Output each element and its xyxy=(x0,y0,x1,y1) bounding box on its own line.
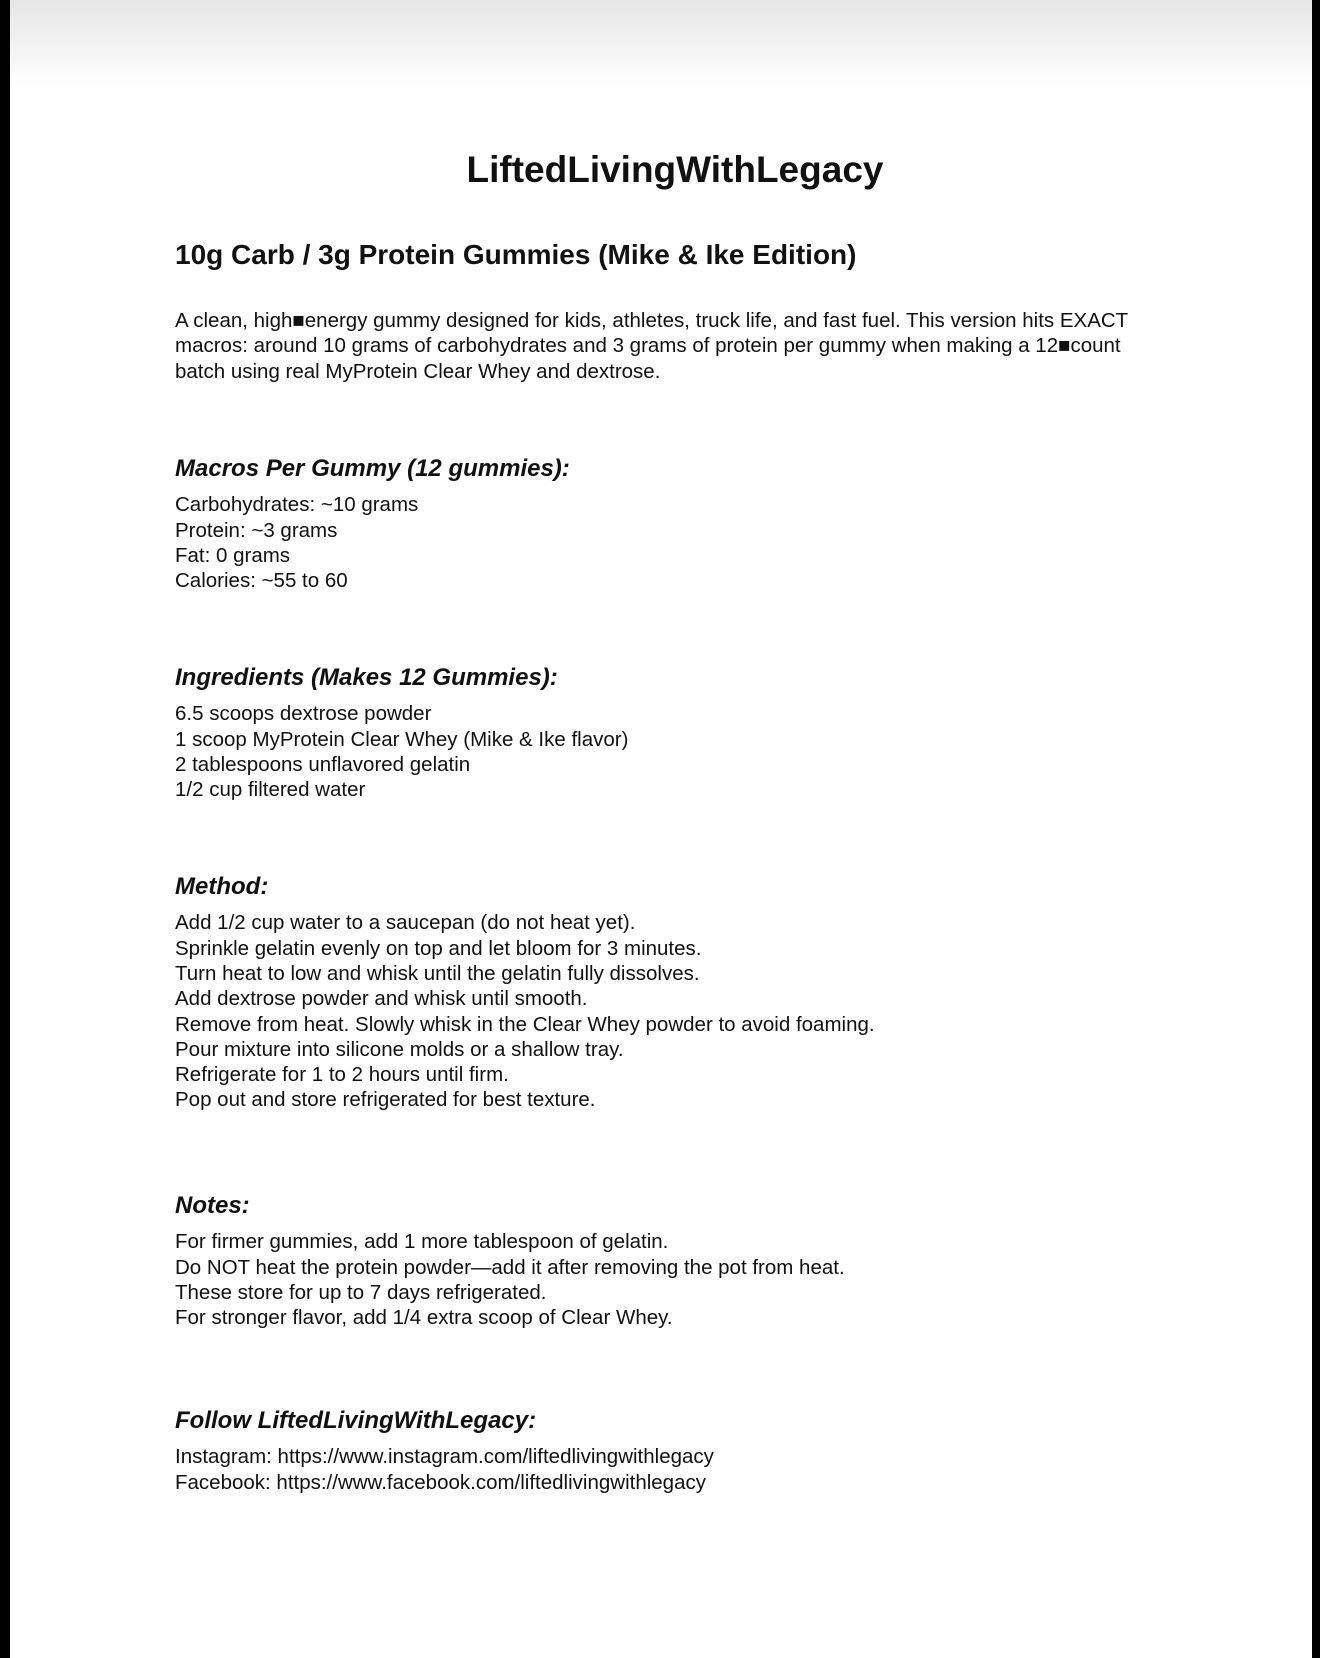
ingredient-item: 1 scoop MyProtein Clear Whey (Mike & Ike flavor) xyxy=(175,727,629,751)
instagram-link: Instagram: https://www.instagram.com/liftedlivingwithlegacy xyxy=(175,1445,714,1469)
recipe-title: 10g Carb / 3g Protein Gummies (Mike & Ike Edition) xyxy=(175,239,857,270)
macros-list xyxy=(175,492,1175,593)
right-border xyxy=(1312,0,1320,1658)
method-step: Add 1/2 cup water to a saucepan (do not heat yet). xyxy=(175,911,636,935)
method-step: Pop out and store refrigerated for best texture. xyxy=(175,1088,596,1112)
note-item: These store for up to 7 days refrigerated. xyxy=(175,1280,547,1304)
macros-heading: Macros Per Gummy (12 gummies): xyxy=(175,455,570,482)
method-step: Turn heat to low and whisk until the gelatin fully dissolves. xyxy=(175,961,700,985)
ingredients-section xyxy=(175,665,1175,803)
method-step: Remove from heat. Slowly whisk in the Clear Whey powder to avoid foaming. xyxy=(175,1012,875,1036)
ingredients-heading: Ingredients (Makes 12 Gummies): xyxy=(175,664,558,691)
method-section xyxy=(175,874,1175,1113)
macro-item: Fat: 0 grams xyxy=(175,543,291,567)
left-border xyxy=(0,0,10,1658)
macro-item: Protein: ~3 grams xyxy=(175,518,338,542)
note-item: Do NOT heat the protein powder—add it after removing the pot from heat. xyxy=(175,1255,845,1279)
method-step: Pour mixture into silicone molds or a shallow tray. xyxy=(175,1037,624,1061)
note-item: For stronger flavor, add 1/4 extra scoop of Clear Whey. xyxy=(175,1306,673,1330)
intro-paragraph: A clean, high■energy gummy designed for kids, athletes, truck life, and fast fuel. This version hits EXACT macros: around 10 grams of carbohydrates and 3 grams of protein per gummy when making a 12■count batch using real MyProtein Clear Whey and dextrose. xyxy=(175,309,1128,383)
macro-item: Calories: ~55 to 60 xyxy=(175,569,348,593)
ingredient-item: 2 tablespoons unflavored gelatin xyxy=(175,752,471,776)
follow-heading: Follow LiftedLivingWithLegacy: xyxy=(175,1407,537,1434)
macro-item: Carbohydrates: ~10 grams xyxy=(175,493,419,517)
ingredients-list xyxy=(175,701,1175,802)
method-steps xyxy=(175,910,1175,1112)
method-step: Sprinkle gelatin evenly on top and let bloom for 3 minutes. xyxy=(175,936,702,960)
ingredient-item: 1/2 cup filtered water xyxy=(175,778,366,802)
follow-section xyxy=(175,1408,1175,1495)
social-links xyxy=(175,1444,1175,1495)
note-item: For firmer gummies, add 1 more tablespoon of gelatin. xyxy=(175,1230,669,1254)
macros-section xyxy=(175,456,1175,594)
document-page xyxy=(10,0,1312,1658)
facebook-link: Facebook: https://www.facebook.com/liftedlivingwithlegacy xyxy=(175,1470,706,1494)
ingredient-item: 6.5 scoops dextrose powder xyxy=(175,702,432,726)
method-step: Refrigerate for 1 to 2 hours until firm. xyxy=(175,1063,509,1087)
top-shadow xyxy=(10,0,1312,90)
notes-heading: Notes: xyxy=(175,1192,250,1219)
method-heading: Method: xyxy=(175,873,269,900)
notes-list xyxy=(175,1229,1175,1330)
document-title: LiftedLivingWithLegacy xyxy=(466,149,884,190)
notes-section xyxy=(175,1193,1175,1331)
method-step: Add dextrose powder and whisk until smooth. xyxy=(175,987,588,1011)
